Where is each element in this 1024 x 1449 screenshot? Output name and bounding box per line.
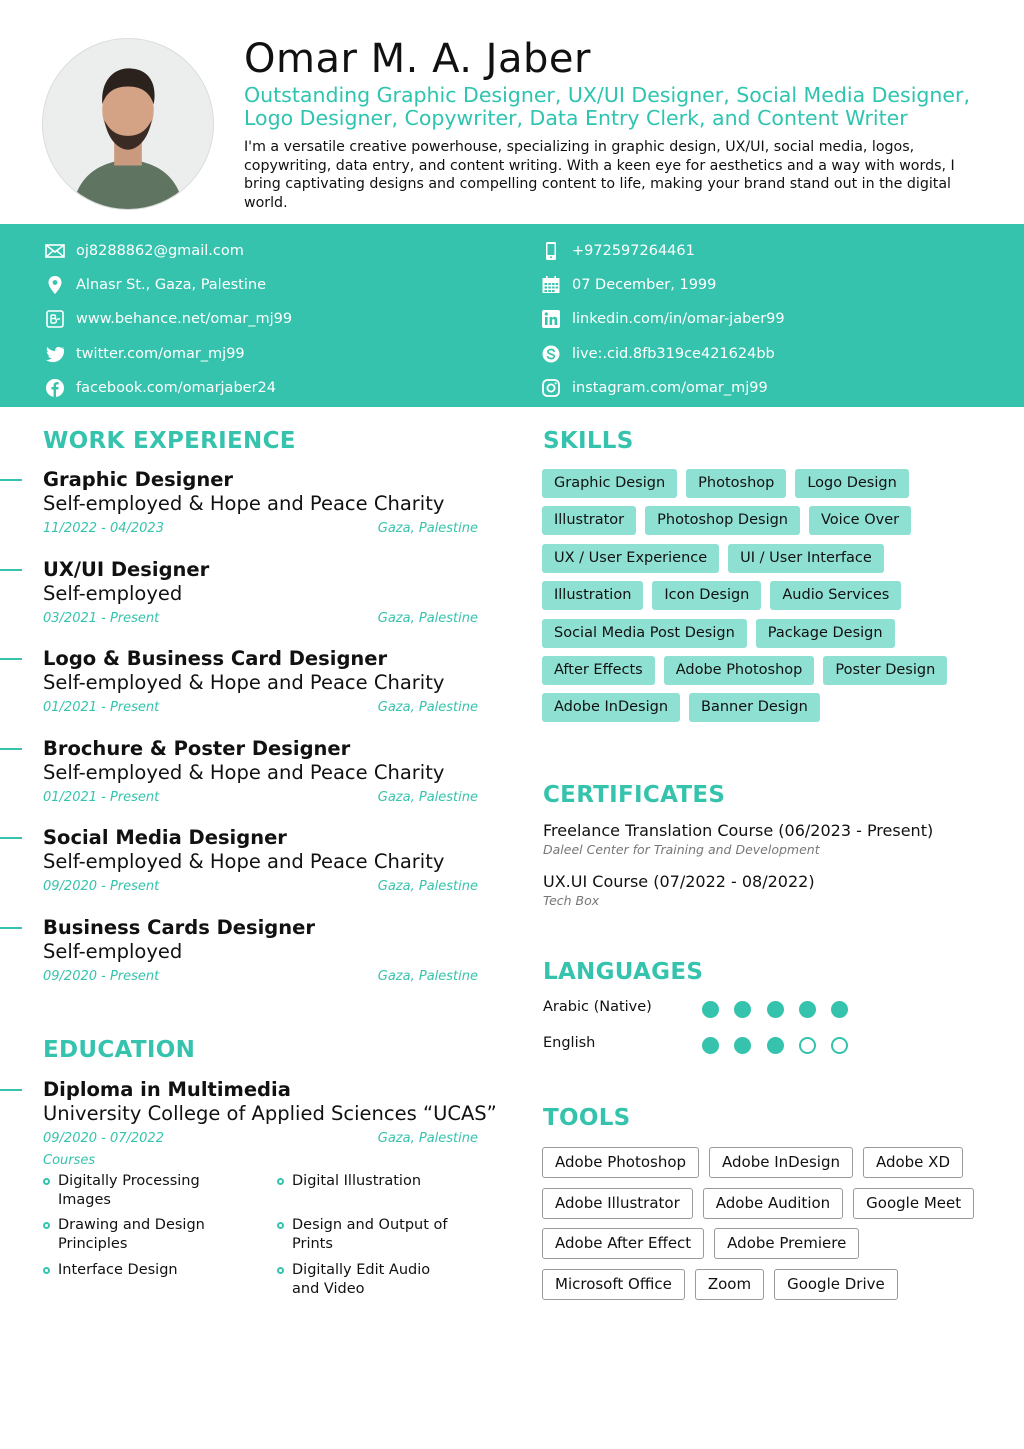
course-item	[277, 1216, 462, 1254]
course-item	[277, 1261, 462, 1299]
skill-tag: Illustration	[542, 581, 643, 610]
certificate-item	[543, 821, 933, 857]
job-dates: 09/2020 - Present	[43, 879, 160, 895]
contact-email-text: oj8288862@gmail.com	[76, 243, 244, 260]
contact-column-left	[44, 234, 292, 405]
job-employer: Self-employed	[43, 939, 183, 963]
certificate-title: Freelance Translation Course (06/2023 - Present)	[543, 821, 934, 840]
contact-skype-text: live:.cid.8fb319ce421624bb	[572, 345, 775, 362]
certificate-issuer: Tech Box	[543, 893, 600, 908]
certificates-heading: CERTIFICATES	[543, 782, 726, 808]
resume-header	[0, 0, 1024, 224]
course-item	[43, 1172, 228, 1210]
skill-tag: Photoshop Design	[645, 506, 800, 535]
tool-tag: Google Drive	[774, 1269, 898, 1300]
job-location: Gaza, Palestine	[377, 879, 478, 895]
profile-photo	[42, 38, 214, 210]
location-pin-icon	[44, 274, 66, 296]
course-name: Interface Design	[58, 1262, 178, 1278]
contact-instagram-text: instagram.com/omar_mj99	[572, 379, 768, 396]
skill-tag: Icon Design	[652, 581, 761, 610]
course-name: Design and Output of Prints	[292, 1217, 448, 1252]
courses-label: Courses	[43, 1153, 96, 1168]
job-title: Graphic Designer	[43, 468, 234, 491]
facebook-icon	[44, 377, 66, 399]
proficiency-rating	[702, 1001, 863, 1018]
skill-tag: Banner Design	[689, 693, 820, 722]
circle-bullet-icon	[43, 1222, 50, 1229]
job-employer: Self-employed & Hope and Peace Charity	[43, 492, 445, 515]
contact-column-right	[540, 234, 785, 405]
contact-birthdate-text: 07 December, 1999	[572, 277, 717, 294]
job-location: Gaza, Palestine	[377, 789, 478, 805]
filled-dot-icon	[734, 1037, 751, 1054]
circle-bullet-icon	[43, 1267, 50, 1274]
tool-tag: Zoom	[695, 1269, 764, 1300]
course-name: Digitally Edit Audio and Video	[292, 1262, 431, 1297]
linkedin-icon	[540, 308, 562, 330]
job-employer: Self-employed	[43, 581, 183, 605]
circle-bullet-icon	[277, 1178, 284, 1185]
skill-tag: UX / User Experience	[542, 544, 719, 573]
tool-tag: Adobe Illustrator	[542, 1188, 693, 1219]
skill-tag: Social Media Post Design	[542, 619, 747, 648]
tools-list	[542, 1147, 992, 1309]
circle-bullet-icon	[277, 1222, 284, 1229]
timeline-marker	[0, 927, 22, 929]
skills-heading: SKILLS	[543, 428, 634, 454]
skill-tag: Adobe InDesign	[542, 693, 680, 722]
tool-tag: Adobe After Effect	[542, 1228, 704, 1259]
filled-dot-icon	[702, 1037, 719, 1054]
job-title: UX/UI Designer	[43, 557, 210, 581]
work-item	[0, 645, 500, 735]
calendar-icon	[540, 274, 562, 296]
timeline-marker	[0, 748, 22, 750]
filled-dot-icon	[734, 1001, 751, 1018]
contact-address-text: Alnasr St., Gaza, Palestine	[76, 277, 267, 294]
contact-linkedin[interactable]	[540, 302, 785, 336]
email-icon	[44, 240, 66, 262]
contact-phone[interactable]	[540, 234, 785, 268]
skill-tag: Graphic Design	[542, 469, 677, 498]
work-item	[0, 914, 500, 1004]
contact-email[interactable]	[44, 234, 292, 268]
tool-tag: Adobe InDesign	[709, 1147, 853, 1178]
filled-dot-icon	[767, 1037, 784, 1054]
tool-tag: Google Meet	[853, 1188, 974, 1219]
filled-dot-icon	[702, 1001, 719, 1018]
skill-tag: After Effects	[542, 656, 655, 685]
work-item	[0, 466, 500, 556]
job-dates: 09/2020 - Present	[43, 968, 160, 984]
skill-tag: Adobe Photoshop	[664, 656, 815, 685]
course-name: Digitally Processing Images	[58, 1173, 200, 1208]
circle-bullet-icon	[43, 1178, 50, 1185]
skill-tag: Package Design	[756, 619, 895, 648]
behance-icon	[44, 308, 66, 330]
candidate-headline: Outstanding Graphic Designer, UX/UI Designer, Social Media Designer, Logo Designer, Copywriter, Data Entry Clerk, and Content Writer	[244, 83, 970, 130]
language-name: Arabic (Native)	[543, 999, 652, 1015]
tool-tag: Adobe XD	[863, 1147, 963, 1178]
contact-behance-text: www.behance.net/omar_mj99	[76, 311, 293, 328]
skill-tag: Audio Services	[770, 581, 901, 610]
contact-birthdate	[540, 268, 785, 302]
job-dates: 03/2021 - Present	[43, 610, 160, 626]
course-item	[43, 1261, 228, 1280]
skills-list	[542, 469, 982, 731]
skill-tag: UI / User Interface	[728, 544, 884, 573]
person-portrait-icon	[43, 39, 213, 209]
work-item	[0, 824, 500, 914]
languages-heading: LANGUAGES	[543, 959, 704, 985]
tool-tag: Microsoft Office	[542, 1269, 685, 1300]
empty-dot-icon	[831, 1037, 848, 1054]
contact-linkedin-text: linkedin.com/in/omar-jaber99	[572, 311, 785, 328]
tools-heading: TOOLS	[543, 1105, 631, 1131]
work-item	[0, 735, 500, 825]
job-location: Gaza, Palestine	[377, 700, 478, 716]
education-heading: EDUCATION	[43, 1037, 196, 1063]
job-title: Social Media Designer	[43, 826, 287, 850]
candidate-name: Omar M. A. Jaber	[244, 36, 591, 82]
skill-tag: Poster Design	[823, 656, 947, 685]
course-item	[43, 1216, 228, 1254]
education-dates: 09/2020 - 07/2022	[43, 1131, 164, 1146]
tool-tag: Adobe Audition	[703, 1188, 843, 1219]
job-employer: Self-employed & Hope and Peace Charity	[43, 760, 445, 784]
job-dates: 01/2021 - Present	[43, 700, 160, 716]
job-dates: 01/2021 - Present	[43, 789, 160, 805]
certificate-issuer: Daleel Center for Training and Development	[543, 842, 820, 857]
education-location: Gaza, Palestine	[377, 1131, 478, 1146]
work-experience-heading: WORK EXPERIENCE	[43, 428, 296, 454]
work-experience-list	[0, 466, 500, 1004]
contact-twitter-text: twitter.com/omar_mj99	[76, 345, 245, 362]
school-name: University College of Applied Sciences “UCAS”	[43, 1102, 497, 1125]
contact-facebook[interactable]	[44, 371, 292, 405]
job-title: Business Cards Designer	[43, 915, 315, 939]
contact-address	[44, 268, 292, 302]
phone-icon	[540, 240, 562, 262]
course-name: Drawing and Design Principles	[58, 1217, 205, 1252]
contact-twitter[interactable]	[44, 337, 292, 371]
timeline-marker	[0, 658, 22, 660]
filled-dot-icon	[831, 1001, 848, 1018]
timeline-marker	[0, 479, 22, 481]
course-item	[277, 1172, 462, 1191]
language-item	[543, 1035, 863, 1057]
work-item	[0, 556, 500, 646]
skype-icon	[540, 343, 562, 365]
tool-tag: Adobe Premiere	[714, 1228, 859, 1259]
job-location: Gaza, Palestine	[377, 610, 478, 626]
job-dates: 11/2022 - 04/2023	[43, 521, 164, 536]
candidate-summary: I'm a versatile creative powerhouse, specializing in graphic design, UX/UI, social media, logos, copywriting, data entry, and content writing. With a keen eye for aesthetics and a way with words, I bring captivating designs and compelling content to life, making your brand stand out in the digital world.	[244, 139, 955, 211]
proficiency-rating	[702, 1037, 863, 1054]
contact-behance[interactable]	[44, 302, 292, 336]
certificate-item	[543, 872, 815, 908]
instagram-icon	[540, 377, 562, 399]
course-name: Digital Illustration	[292, 1173, 422, 1189]
language-name: English	[543, 1035, 596, 1051]
contact-phone-text: +972597264461	[572, 243, 695, 260]
twitter-icon	[44, 343, 66, 365]
empty-dot-icon	[799, 1037, 816, 1054]
filled-dot-icon	[767, 1001, 784, 1018]
language-item	[543, 999, 863, 1021]
contact-skype[interactable]	[540, 337, 785, 371]
job-location: Gaza, Palestine	[377, 521, 478, 536]
job-title: Brochure & Poster Designer	[43, 736, 351, 760]
timeline-marker	[0, 837, 22, 839]
skill-tag: Logo Design	[795, 469, 908, 498]
skill-tag: Photoshop	[686, 469, 786, 498]
filled-dot-icon	[799, 1001, 816, 1018]
job-employer: Self-employed & Hope and Peace Charity	[43, 671, 445, 695]
job-employer: Self-employed & Hope and Peace Charity	[43, 850, 445, 874]
tool-tag: Adobe Photoshop	[542, 1147, 699, 1178]
degree-title: Diploma in Multimedia	[43, 1078, 291, 1101]
contact-instagram[interactable]	[540, 371, 785, 405]
contact-band	[0, 224, 1024, 407]
job-title: Logo & Business Card Designer	[43, 647, 388, 671]
timeline-marker	[0, 569, 22, 571]
job-location: Gaza, Palestine	[377, 968, 478, 984]
circle-bullet-icon	[277, 1267, 284, 1274]
certificate-title: UX.UI Course (07/2022 - 08/2022)	[543, 872, 815, 891]
skill-tag: Illustrator	[542, 506, 636, 535]
contact-facebook-text: facebook.com/omarjaber24	[76, 379, 276, 396]
education-item	[0, 1076, 500, 1306]
timeline-marker	[0, 1089, 22, 1091]
skill-tag: Voice Over	[809, 506, 911, 535]
